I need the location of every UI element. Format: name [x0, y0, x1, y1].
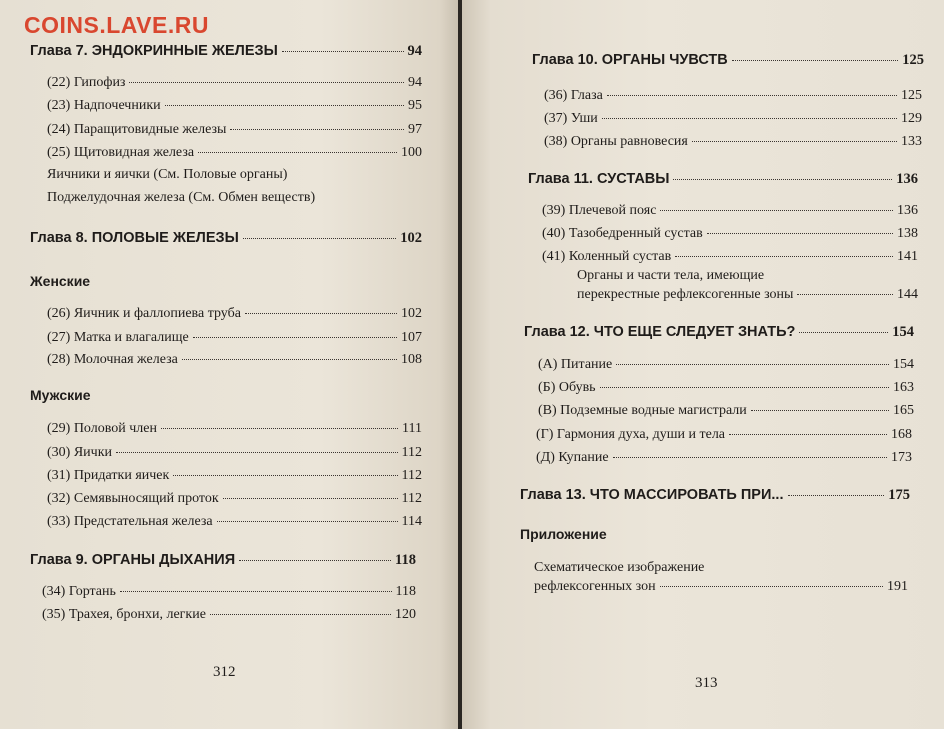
leader-dots	[173, 475, 397, 476]
chapter-title: Глава 10. ОРГАНЫ ЧУВСТВ	[532, 52, 728, 68]
toc-entry	[47, 467, 422, 485]
toc-entry	[536, 449, 912, 467]
page-folio: 312	[213, 664, 236, 680]
leader-dots	[616, 364, 889, 365]
page-number: 133	[901, 134, 922, 149]
toc-entry	[42, 583, 416, 601]
leader-dots	[729, 434, 887, 435]
entry-label: (25) Щитовидная железа	[47, 145, 195, 160]
page-number: 120	[395, 607, 416, 622]
leader-dots	[675, 256, 893, 257]
chapter-title: Глава 8. ПОЛОВЫЕ ЖЕЛЕЗЫ	[30, 230, 239, 246]
toc-entry-line: Схематическое изображение	[534, 560, 705, 575]
entry-label: (36) Глаза	[544, 88, 603, 103]
toc-chapter-9	[30, 551, 416, 569]
page-number: 97	[408, 122, 422, 137]
leader-dots	[282, 51, 404, 52]
toc-entry	[544, 87, 922, 105]
page-number: 191	[887, 579, 908, 594]
toc-entry	[542, 202, 918, 220]
toc-entry	[47, 97, 422, 115]
page-number: 94	[407, 43, 422, 59]
entry-label: рефлексогенных зон	[534, 579, 656, 594]
entry-label: (Б) Обувь	[538, 380, 596, 395]
leader-dots	[165, 105, 404, 106]
leader-dots	[673, 179, 892, 180]
entry-label: (В) Подземные водные магистрали	[538, 403, 747, 418]
page-number: 102	[400, 230, 422, 246]
toc-entry	[47, 444, 422, 462]
leader-dots	[707, 233, 893, 234]
entry-label: (24) Паращитовидные железы	[47, 122, 227, 137]
toc-entry	[538, 379, 914, 397]
toc-entry	[577, 286, 918, 304]
entry-label: (32) Семявыносящий проток	[47, 491, 219, 506]
leader-dots	[239, 560, 391, 561]
toc-chapter-8	[30, 229, 422, 247]
entry-label: (31) Придатки яичек	[47, 468, 170, 483]
page-number: 136	[896, 171, 918, 187]
page-number: 154	[893, 357, 914, 372]
leader-dots	[217, 521, 398, 522]
toc-entry	[47, 513, 422, 531]
page-number: 168	[891, 427, 912, 442]
page-number: 165	[893, 403, 914, 418]
entry-label: (35) Трахея, бронхи, легкие	[42, 607, 206, 622]
toc-entry	[47, 121, 422, 139]
leader-dots	[602, 118, 897, 119]
entry-label: (37) Уши	[544, 111, 598, 126]
watermark: COINS.LAVE.RU	[24, 12, 209, 38]
toc-entry	[42, 606, 416, 624]
toc-entry	[538, 402, 914, 420]
entry-label: (41) Коленный сустав	[542, 249, 672, 264]
entry-label: перекрестные рефлексогенные зоны	[577, 287, 794, 302]
toc-entry	[542, 225, 918, 243]
toc-entry	[47, 144, 422, 162]
chapter-title: Глава 13. ЧТО МАССИРОВАТЬ ПРИ...	[520, 487, 784, 503]
page-number: 118	[395, 584, 416, 599]
leader-dots	[245, 313, 397, 314]
page-number: 136	[897, 203, 918, 218]
leader-dots	[116, 452, 398, 453]
page-number: 154	[892, 324, 914, 340]
chapter-title: Глава 9. ОРГАНЫ ДЫХАНИЯ	[30, 552, 236, 568]
leader-dots	[660, 210, 893, 211]
toc-note: Поджелудочная железа (См. Обмен веществ)	[47, 190, 316, 205]
entry-label: (22) Гипофиз	[47, 75, 126, 90]
toc-note: Яичники и яички (См. Половые органы)	[47, 167, 288, 182]
leader-dots	[799, 332, 888, 333]
page-number: 111	[402, 421, 422, 436]
leader-dots	[751, 410, 889, 411]
page-folio: 313	[695, 675, 718, 691]
leader-dots	[129, 82, 404, 83]
toc-chapter-10	[532, 51, 924, 69]
entry-label: (30) Яички	[47, 445, 112, 460]
leader-dots	[600, 387, 889, 388]
leader-dots	[607, 95, 897, 96]
toc-chapter-11	[528, 170, 918, 188]
toc-chapter-13	[520, 486, 910, 504]
section-heading: Приложение	[520, 526, 607, 542]
leader-dots	[223, 498, 398, 499]
toc-entry	[536, 426, 912, 444]
toc-entry	[47, 351, 422, 369]
entry-label: (29) Половой член	[47, 421, 157, 436]
entry-label: (33) Предстательная железа	[47, 514, 213, 529]
toc-entry	[47, 74, 422, 92]
section-heading: Женские	[30, 273, 91, 289]
leader-dots	[193, 337, 397, 338]
chapter-title: Глава 12. ЧТО ЕЩЕ СЛЕДУЕТ ЗНАТЬ?	[524, 324, 796, 340]
entry-label: (27) Матка и влагалище	[47, 330, 189, 345]
page-number: 95	[408, 98, 422, 113]
chapter-title: Глава 11. СУСТАВЫ	[528, 171, 670, 187]
page-number: 138	[897, 226, 918, 241]
page-number: 173	[891, 450, 912, 465]
entry-label: (38) Органы равновесия	[544, 134, 688, 149]
entry-label: (А) Питание	[538, 357, 613, 372]
leader-dots	[120, 591, 392, 592]
right-page	[462, 0, 944, 729]
page-number: 112	[401, 445, 422, 460]
toc-entry	[538, 356, 914, 374]
page-number: 141	[897, 249, 918, 264]
toc-entry	[47, 329, 422, 347]
leader-dots	[788, 495, 885, 496]
leader-dots	[613, 457, 887, 458]
page-number: 129	[901, 111, 922, 126]
page-number: 100	[401, 145, 422, 160]
leader-dots	[182, 359, 397, 360]
left-page	[0, 0, 458, 729]
page-number: 144	[897, 287, 918, 302]
toc-chapter-12	[524, 323, 914, 341]
entry-label: (28) Молочная железа	[47, 352, 178, 367]
leader-dots	[660, 586, 883, 587]
entry-label: (Д) Купание	[536, 450, 609, 465]
entry-label: (Г) Гармония духа, души и тела	[536, 427, 726, 442]
page-number: 125	[901, 88, 922, 103]
section-heading: Мужские	[30, 387, 91, 403]
leader-dots	[230, 129, 404, 130]
leader-dots	[161, 428, 398, 429]
page-number: 125	[902, 52, 924, 68]
page-number: 175	[888, 487, 910, 503]
page-number: 118	[395, 552, 416, 568]
toc-entry	[47, 490, 422, 508]
entry-label: (39) Плечевой пояс	[542, 203, 657, 218]
toc-entry	[47, 420, 422, 438]
entry-label: (34) Гортань	[42, 584, 116, 599]
leader-dots	[692, 141, 897, 142]
page-number: 94	[408, 75, 422, 90]
leader-dots	[243, 238, 396, 239]
page-number: 112	[401, 468, 422, 483]
page-number: 108	[401, 352, 422, 367]
page-number: 114	[401, 514, 422, 529]
chapter-title: Глава 7. ЭНДОКРИННЫЕ ЖЕЛЕЗЫ	[30, 43, 278, 59]
page-number: 102	[401, 306, 422, 321]
page-number: 163	[893, 380, 914, 395]
toc-entry-line: Органы и части тела, имеющие	[577, 268, 765, 283]
leader-dots	[198, 152, 397, 153]
page-number: 112	[401, 491, 422, 506]
entry-label: (23) Надпочечники	[47, 98, 161, 113]
toc-chapter-7	[30, 42, 422, 60]
leader-dots	[210, 614, 391, 615]
entry-label: (40) Тазобедренный сустав	[542, 226, 703, 241]
leader-dots	[797, 294, 893, 295]
toc-entry	[47, 305, 422, 323]
page-number: 107	[401, 330, 422, 345]
entry-label: (26) Яичник и фаллопиева труба	[47, 306, 241, 321]
toc-entry	[542, 248, 918, 266]
toc-entry	[544, 110, 922, 128]
toc-entry	[544, 133, 922, 151]
leader-dots	[732, 60, 898, 61]
toc-entry	[534, 578, 908, 596]
